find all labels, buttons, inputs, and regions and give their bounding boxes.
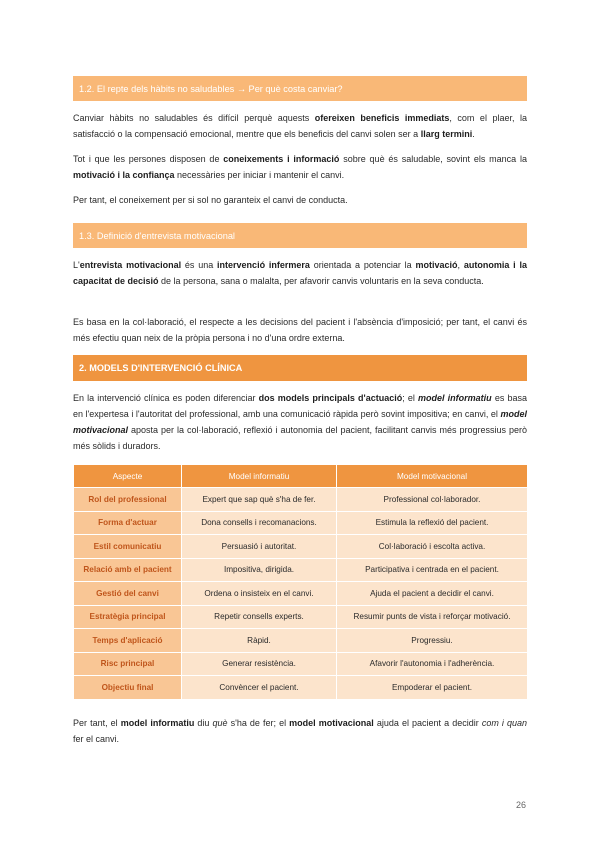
- table-row: [74, 488, 528, 512]
- paragraph-definition: L'entrevista motivacional és una intervenció infermera orientada a potenciar la motivació, autonomia i la capacitat de decisió de la persona, sana o malalta, per afavorir canvis voluntaris en la seva conducta.: [73, 260, 527, 286]
- section-header-2: [73, 355, 527, 381]
- column-header: Model informatiu: [182, 465, 337, 488]
- table-row: [74, 605, 528, 629]
- aspect-cell: Relació amb el pacient: [74, 558, 182, 582]
- section-title: 2. MODELS D'INTERVENCIÓ CLÍNICA: [79, 363, 243, 373]
- table-header-row: [74, 465, 528, 488]
- paragraph-conclusion-knowledge: Per tant, el coneixement per si sol no garanteix el canvi de conducta.: [73, 195, 348, 205]
- section-header-1-3: [73, 223, 527, 248]
- aspect-cell: Estratègia principal: [74, 605, 182, 629]
- table-row: [74, 676, 528, 700]
- page-number: 26: [515, 800, 526, 810]
- paragraph-summary: Per tant, el model informatiu diu què s'ha de fer; el model motivacional ajuda el pacient a decidir com i quan fer el canvi.: [73, 718, 527, 744]
- informative-cell: Expert que sap què s'ha de fer.: [182, 488, 337, 512]
- motivational-cell: Resumir punts de vista i reforçar motivació.: [337, 605, 528, 629]
- section-title: 1.2. El repte dels hàbits no saludables → Per què costa canviar?: [79, 83, 343, 94]
- motivational-cell: Ajuda el pacient a decidir el canvi.: [337, 582, 528, 606]
- paragraph-habits: Canviar hàbits no saludables és difícil perquè aquests ofereixen beneficis immediats, com el plaer, la satisfacció o la compensació emocional, mentre que els beneficis del canvi solen ser a llarg termini.: [73, 113, 527, 139]
- informative-cell: Convèncer el pacient.: [182, 676, 337, 700]
- table-row: [74, 558, 528, 582]
- aspect-cell: Temps d'aplicació: [74, 629, 182, 653]
- paragraph-collaboration: Es basa en la col·laboració, el respecte a les decisions del pacient i l'absència d'imposició; per tant, el canvi és més efectiu quan neix de la pròpia persona i no d'una ordre externa.: [73, 317, 527, 343]
- aspect-cell: Rol del professional: [74, 488, 182, 512]
- motivational-cell: Empoderar el pacient.: [337, 676, 528, 700]
- informative-cell: Persuasió i autoritat.: [182, 535, 337, 559]
- aspect-cell: Estil comunicatiu: [74, 535, 182, 559]
- models-comparison-table: [73, 464, 528, 700]
- table-row: [74, 535, 528, 559]
- informative-cell: Dona consells i recomanacions.: [182, 511, 337, 535]
- column-header: Aspecte: [74, 465, 182, 488]
- aspect-cell: Objectiu final: [74, 676, 182, 700]
- motivational-cell: Afavorir l'autonomia i l'adherència.: [337, 652, 528, 676]
- informative-cell: Generar resistència.: [182, 652, 337, 676]
- motivational-cell: Estimula la reflexió del pacient.: [337, 511, 528, 535]
- paragraph-models: En la intervenció clínica es poden diferenciar dos models principals d'actuació; el model informatiu es basa en l'expertesa i l'autoritat del professional, amb una comunicació ràpida però sovint impositiva; en canvi, el model motivacional aposta per la col·laboració, reflexió i autonomia del pacient, facilitant canvis més progressius però més sòlids i duradors.: [73, 393, 527, 451]
- section-title: 1.3. Definició d'entrevista motivacional: [79, 230, 235, 241]
- table-row: [74, 582, 528, 606]
- informative-cell: Impositiva, dirigida.: [182, 558, 337, 582]
- motivational-cell: Participativa i centrada en el pacient.: [337, 558, 528, 582]
- informative-cell: Ràpid.: [182, 629, 337, 653]
- informative-cell: Ordena o insisteix en el canvi.: [182, 582, 337, 606]
- table-row: [74, 629, 528, 653]
- section-header-1-2: [73, 76, 527, 101]
- informative-cell: Repetir consells experts.: [182, 605, 337, 629]
- table-row: [74, 652, 528, 676]
- motivational-cell: Progressiu.: [337, 629, 528, 653]
- paragraph-knowledge: Tot i que les persones disposen de coneixements i informació sobre què és saludable, sovint els manca la motivació i la confiança necessàries per iniciar i mantenir el canvi.: [73, 154, 527, 180]
- column-header: Model motivacional: [337, 465, 528, 488]
- motivational-cell: Col·laboració i escolta activa.: [337, 535, 528, 559]
- aspect-cell: Forma d'actuar: [74, 511, 182, 535]
- motivational-cell: Professional col·laborador.: [337, 488, 528, 512]
- aspect-cell: Risc principal: [74, 652, 182, 676]
- aspect-cell: Gestió del canvi: [74, 582, 182, 606]
- table-row: [74, 511, 528, 535]
